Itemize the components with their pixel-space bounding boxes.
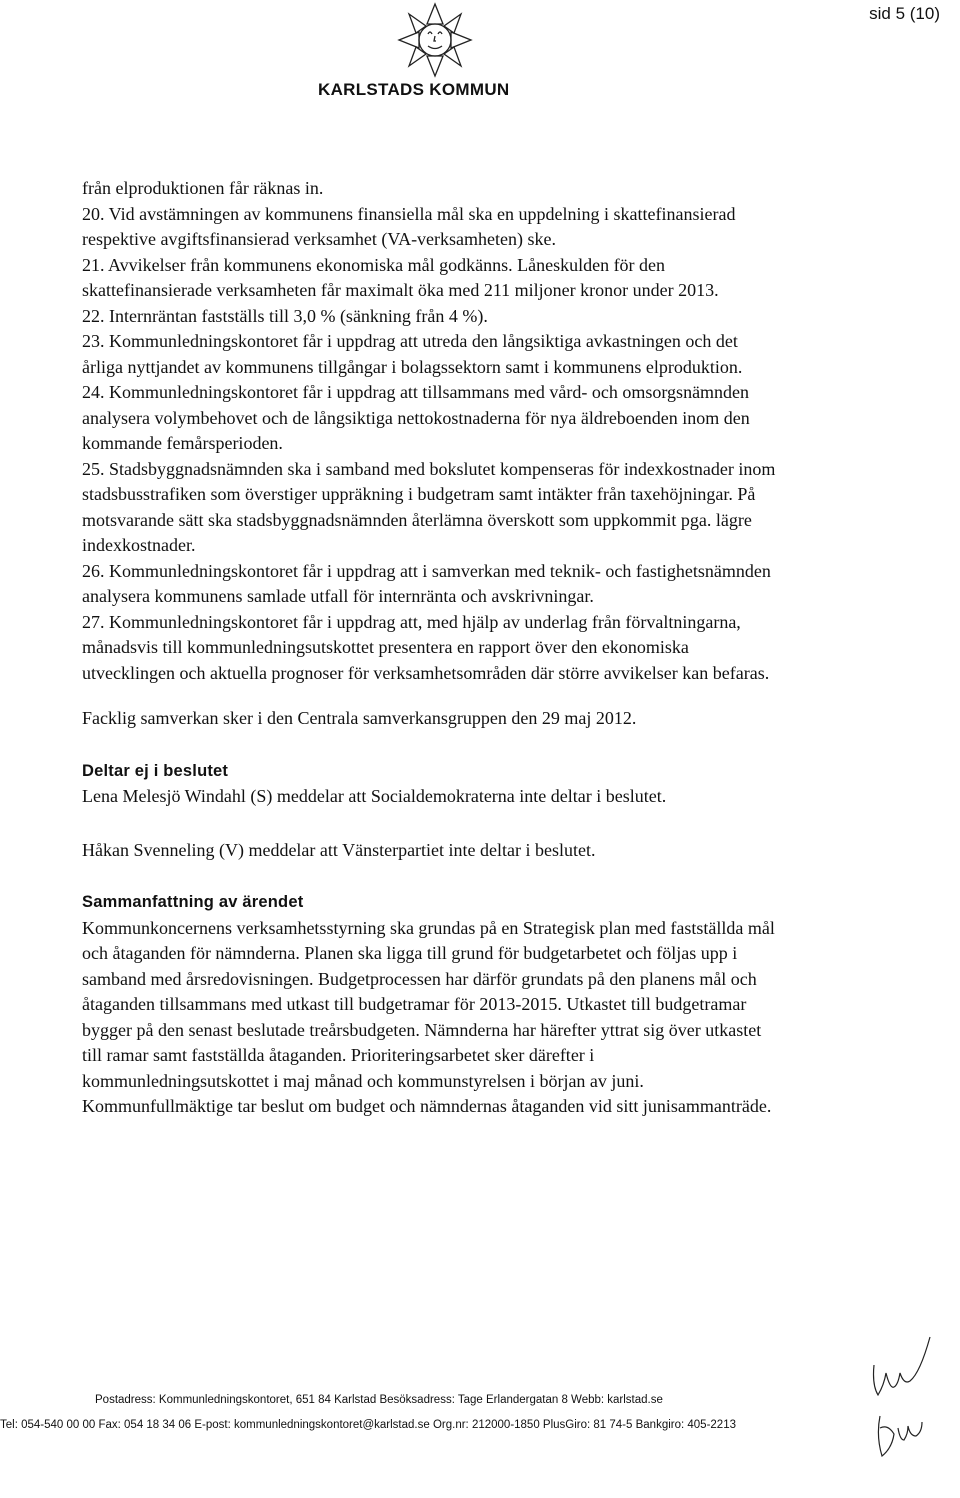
- page-number: sid 5 (10): [869, 4, 940, 23]
- signature-initials-icon: [868, 1335, 948, 1405]
- footer-contact-line: Tel: 054-540 00 00 Fax: 054 18 34 06 E-post: kommunledningskontoret@karlstad.se Org.nr: 212000-1850 PlusGiro: 81 74-5 Bankgiro: 405-2213: [0, 1419, 736, 1431]
- signature-initials-2-icon: [870, 1408, 930, 1463]
- list-item-27: 27. Kommunledningskontoret får i uppdrag att, med hjälp av underlag från förvaltningarna, månadsvis till kommunledningsutskottet presentera en rapport över den ekonomiska utvecklingen och aktuella prognoser för verksamhetsområden där större avvikelser kan befaras.: [82, 611, 770, 683]
- list-item-21: 21. Avvikelser från kommunens ekonomiska mål godkänns. Låneskulden för den skattefinansierade verksamheten får maximalt öka med 211 miljoner kronor under 2013.: [82, 254, 719, 300]
- list-item-20: 20. Vid avstämningen av kommunens finansiella mål ska en uppdelning i skattefinansierad respektive avgiftsfinansierad verksamhet (VA-verksamheten) ske.: [82, 203, 736, 249]
- document-body: [82, 176, 782, 1120]
- list-item-24: 24. Kommunledningskontoret får i uppdrag att tillsammans med vård- och omsorgsnämnden analysera volymbehovet och de långsiktiga nettokostnaderna för nya äldreboenden inom den kommande femårsperioden.: [82, 382, 750, 453]
- list-item-23: 23. Kommunledningskontoret får i uppdrag att utreda den långsiktiga avkastningen och det årliga nyttjandet av kommunens tillgångar i bolagssektorn samt i kommunens elproduktion.: [82, 331, 743, 377]
- footer-address-line: Postadress: Kommunledningskontoret, 651 84 Karlstad Besöksadress: Tage Erlandergatan 8 Webb: karlstad.se: [95, 1394, 663, 1406]
- heading-sammanfattning: Sammanfattning av ärendet: [82, 893, 304, 911]
- sun-face-logo-icon: [380, 2, 490, 82]
- facklig-samverkan: Facklig samverkan sker i den Centrala samverkansgruppen den 29 maj 2012.: [82, 708, 637, 728]
- paragraph-continuation: från elproduktionen får räknas in.: [82, 178, 324, 198]
- deltar-statement-1: Lena Melesjö Windahl (S) meddelar att Socialdemokraterna inte deltar i beslutet.: [82, 786, 667, 806]
- sammanfattning-text: Kommunkoncernens verksamhetsstyrning ska grundas på en Strategisk plan med fastställda mål och åtaganden för nämnderna. Planen ska ligga till grund för budgetarbetet och följas upp i samband med årsredovisningen. Budgetprocessen har därför grundats på den planens mål och åtaganden tillsammans med utkast till budgetramar för 2013-2015. Utkastet till budgetramar bygger på den senast beslutade treårsbudgeten. Nämnderna har härefter yttrat sig över utkastet till ramar samt fastställda åtaganden. Prioriteringsarbetet sker därefter i kommunledningsutskottet i maj månad och kommunstyrelsen i början av juni. Kommunfullmäktige tar beslut om budget och nämndernas åtaganden vid sitt junisammanträde.: [82, 917, 775, 1116]
- list-item-26: 26. Kommunledningskontoret får i uppdrag att i samverkan med teknik- och fastighetsnämnden analysera kommunens samlade utfall för internränta och avskrivningar.: [82, 560, 771, 606]
- organization-name: KARLSTADS KOMMUN: [318, 80, 510, 99]
- list-item-25: 25. Stadsbyggnadsnämnden ska i samband med bokslutet kompenseras för indexkostnader inom stadsbusstrafiken som överstiger uppräkning i budgetram samt intäkter från taxehöjningar. På motsvarande sätt ska stadsbyggnadsnämnden återlämna överskott som uppkommit pga. lägre indexkostnader.: [82, 458, 776, 555]
- list-item-22: 22. Internräntan fastställs till 3,0 % (sänkning från 4 %).: [82, 305, 488, 326]
- deltar-statement-2: Håkan Svenneling (V) meddelar att Vänsterpartiet inte deltar i beslutet.: [82, 839, 596, 860]
- heading-deltar-ej: Deltar ej i beslutet: [82, 761, 229, 780]
